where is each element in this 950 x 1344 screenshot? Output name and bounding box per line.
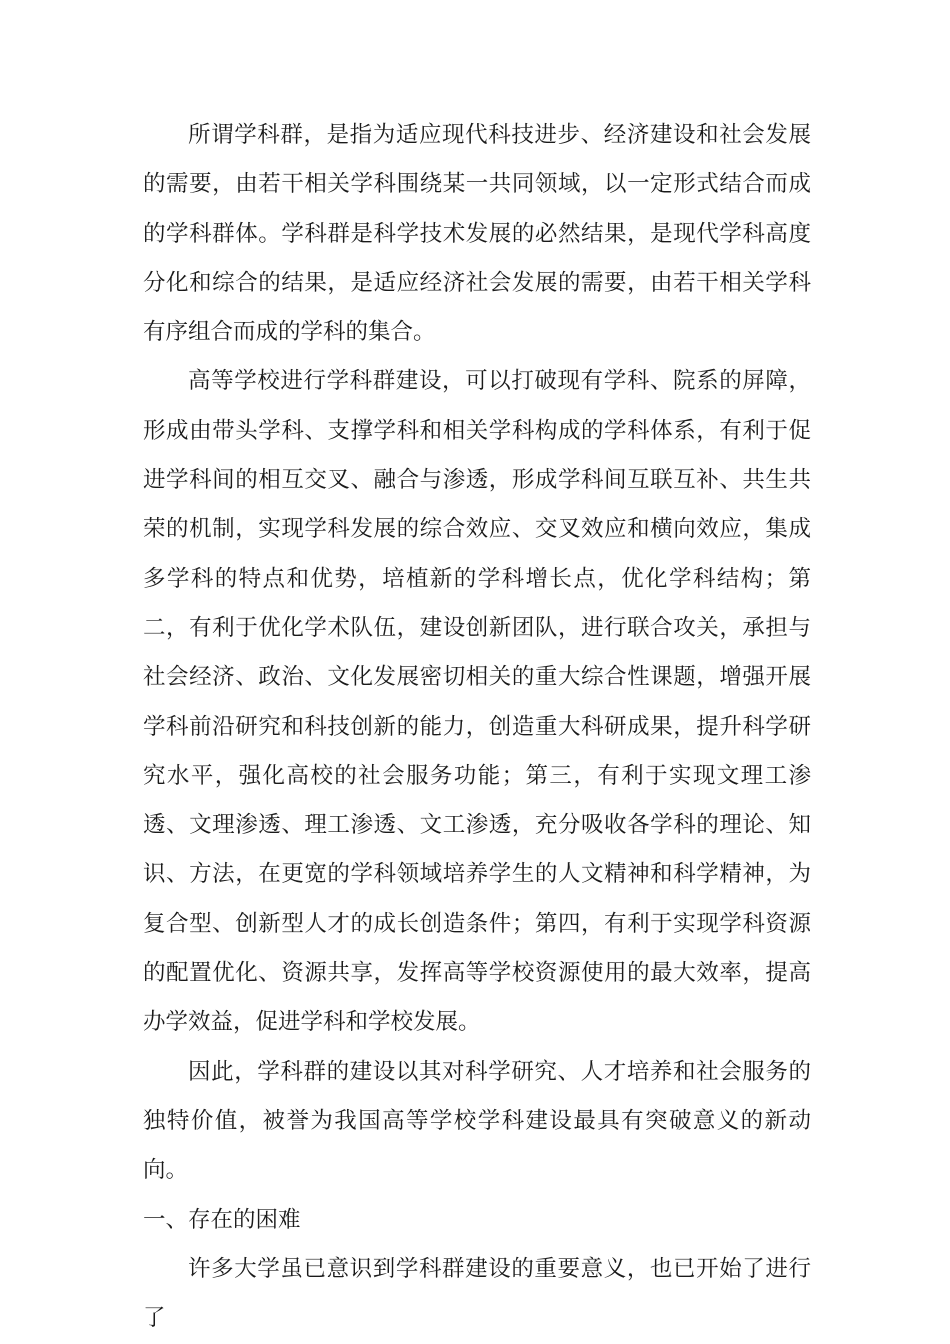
section-heading: 一、存在的困难: [143, 1206, 301, 1233]
paragraph-difficulties: 许多大学虽已意识到学科群建设的重要意义，也已开始了进行了: [143, 1255, 811, 1332]
paragraph-benefits: 高等学校进行学科群建设，可以打破现有学科、院系的屏障，形成由带头学科、支撑学科和相关学科构成的学科体系，有利于促进学科间的相互交叉、融合与渗透，形成学科间互联互补、共生共荣的机制，实现学科发展的综合效应、交叉效应和横向效应，集成多学科的特点和优势，培植新的学科增长点，优化学科结构；第二，有利于优化学术队伍，建设创新团队，进行联合攻关，承担与社会经济、政治、文化发展密切相关的重大综合性课题，增强开展学科前沿研究和科技创新的能力，创造重大科研成果，提升科学研究水平，强化高校的社会服务功能；第三，有利于实现文理工渗透、文理渗透、理工渗透、文工渗透，充分吸收各学科的理论、知识、方法，在更宽的学科领域培养学生的人文精神和科学精神，为复合型、创新型人才的成长创造条件；第四，有利于实现学科资源的配置优化、资源共享，发挥高等学校资源使用的最大效率，提高办学效益，促进学科和学校发展。: [143, 368, 811, 1036]
document-body: [143, 111, 811, 1343]
paragraph-conclusion: 因此，学科群的建设以其对科学研究、人才培养和社会服务的独特价值，被誉为我国高等学校学科建设最具有突破意义的新动向。: [143, 1058, 811, 1184]
paragraph-definition: 所谓学科群，是指为适应现代科技进步、经济建设和社会发展的需要，由若干相关学科围绕某一共同领域，以一定形式结合而成的学科群体。学科群是科学技术发展的必然结果，是现代学科高度分化和综合的结果，是适应经济社会发展的需要，由若干相关学科有序组合而成的学科的集合。: [143, 122, 811, 346]
